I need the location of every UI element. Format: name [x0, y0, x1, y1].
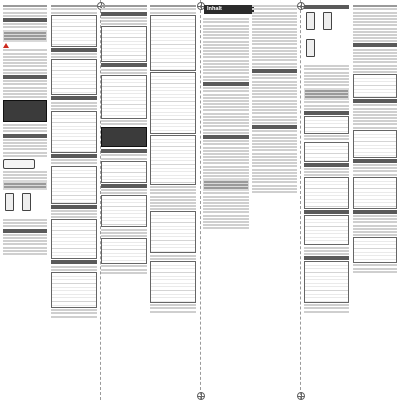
settings-table [101, 75, 147, 119]
usb-stick-illustration [3, 159, 35, 169]
document-column-2 [51, 4, 97, 396]
remote-control-icon [22, 193, 31, 211]
settings-table [353, 237, 397, 263]
document-column-3 [101, 4, 147, 396]
settings-table [51, 166, 97, 204]
remote-control-icon [323, 12, 332, 30]
settings-table [51, 15, 97, 47]
remote-control-icon [306, 39, 315, 57]
settings-table [304, 177, 349, 209]
settings-table [150, 261, 196, 303]
settings-table [101, 238, 147, 264]
settings-table [51, 272, 97, 308]
settings-table [150, 211, 196, 253]
document-column-5 [203, 17, 249, 396]
screen-illustration [3, 100, 47, 122]
settings-table [51, 219, 97, 259]
settings-table [51, 111, 97, 153]
fold-line [200, 0, 201, 400]
menu-screenshot [101, 127, 147, 147]
settings-table [304, 142, 349, 162]
settings-table [150, 15, 196, 71]
settings-table [101, 161, 147, 183]
document-column-6 [252, 4, 297, 396]
fold-line [300, 0, 301, 400]
settings-table [51, 59, 97, 95]
settings-table [304, 261, 349, 303]
settings-table [353, 130, 397, 158]
document-title: Inhalt [204, 5, 254, 14]
warning-icon [3, 43, 9, 48]
document-column-7 [304, 4, 349, 396]
settings-table [353, 177, 397, 209]
remote-control-icon [306, 12, 315, 30]
settings-table [150, 72, 196, 134]
document-column-8 [353, 4, 397, 396]
settings-table [101, 195, 147, 227]
settings-table [353, 74, 397, 98]
remote-control-icon [5, 193, 14, 211]
document-column-4 [150, 4, 196, 396]
settings-table [304, 215, 349, 245]
settings-table [150, 135, 196, 185]
document-column-1 [3, 4, 47, 396]
settings-table [304, 116, 349, 134]
settings-table [101, 26, 147, 62]
